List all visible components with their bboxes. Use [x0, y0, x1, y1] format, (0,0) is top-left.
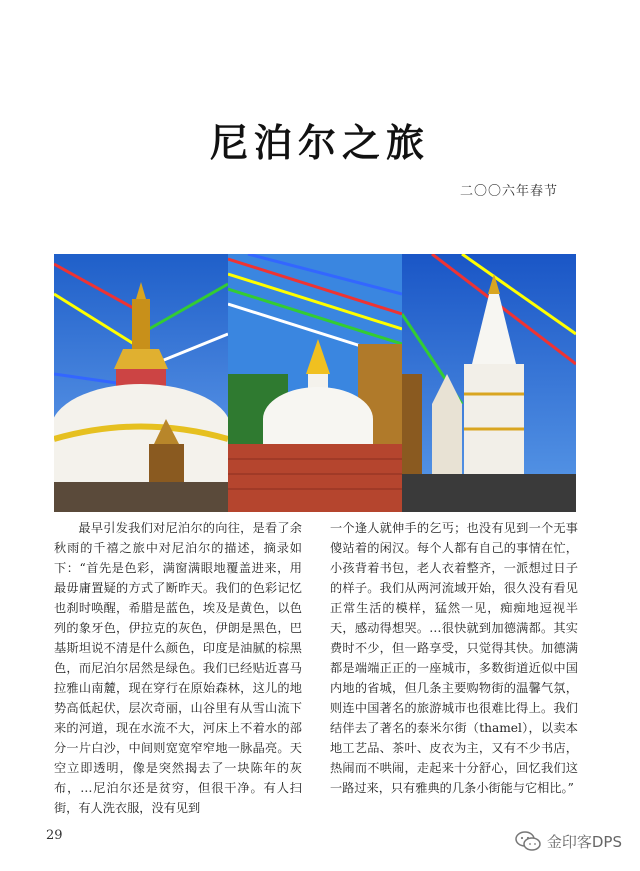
watermark: [515, 830, 622, 852]
photo-swayambhunath-stupa: [228, 254, 402, 512]
photo-boudhanath-stupa: [54, 254, 228, 512]
photo-shikhara-temple: [402, 254, 576, 512]
watermark-text: 金印客DPS: [546, 832, 622, 851]
article-body-left-column: 最早引发我们对尼泊尔的向往，是看了余秋雨的千禧之旅中对尼泊尔的描述，摘录如下：“首先是色彩，满窗满眼地覆盖进来，用最毋庸置疑的方式了断昨天。我们的色彩记忆也刹时唤醒，希腊是蓝色，埃及是黄色，以色列的象牙色，伊拉克的灰色，伊朗是黑色，巴基斯坦说不清是什么颜色，印度是油腻的棕黑色，而尼泊尔居然是绿色。我们已经贴近喜马拉雅山南麓，现在穿行在原始森林，这儿的地势高低起伏，层次奇丽，山谷里有从雪山流下来的河道，现在水流不大，河床上不着水的部分一片白沙，中间则宽宽窄窄地一脉晶亮。天空立即透明，像是突然揭去了一块陈年的灰布，…尼泊尔还是贫穷，但很干净。有人扫街，有人洗衣服，没有见到: [54, 521, 302, 815]
article-body-right-column: 一个逢人就伸手的乞丐；也没有见到一个无事傻站着的闲汉。每个人都有自己的事情在忙，小孩背着书包，老人衣着整齐，一派想过日子的样子。我们从两河流域开始，很久没有看见正常生活的模样，猛然一见，痴痴地逗视半天，感动得想哭。…很快就到加德满都。其实费时不少，但一路享受，只觉得其快。加德满都是端端正正的一座城市，多数街道近似中国内地的省城，但几条主要购物街的温馨气氛，则连中国著名的旅游城市也很难比得上。我们结伴去了著名的泰米尔街（thamel），以卖本地工艺品、茶叶、皮衣为主，又有不少书店，热闹而不哄闹，走起来十分舒心，回忆我们这一路过来，只有雅典的几条小街能与它相比。”: [330, 521, 578, 795]
wechat-icon: [515, 830, 541, 852]
photo-strip: [54, 254, 576, 512]
article-date: 二〇〇六年春节: [459, 184, 558, 199]
article-title: 尼泊尔之旅: [209, 120, 430, 165]
page-number: 29: [46, 828, 63, 843]
